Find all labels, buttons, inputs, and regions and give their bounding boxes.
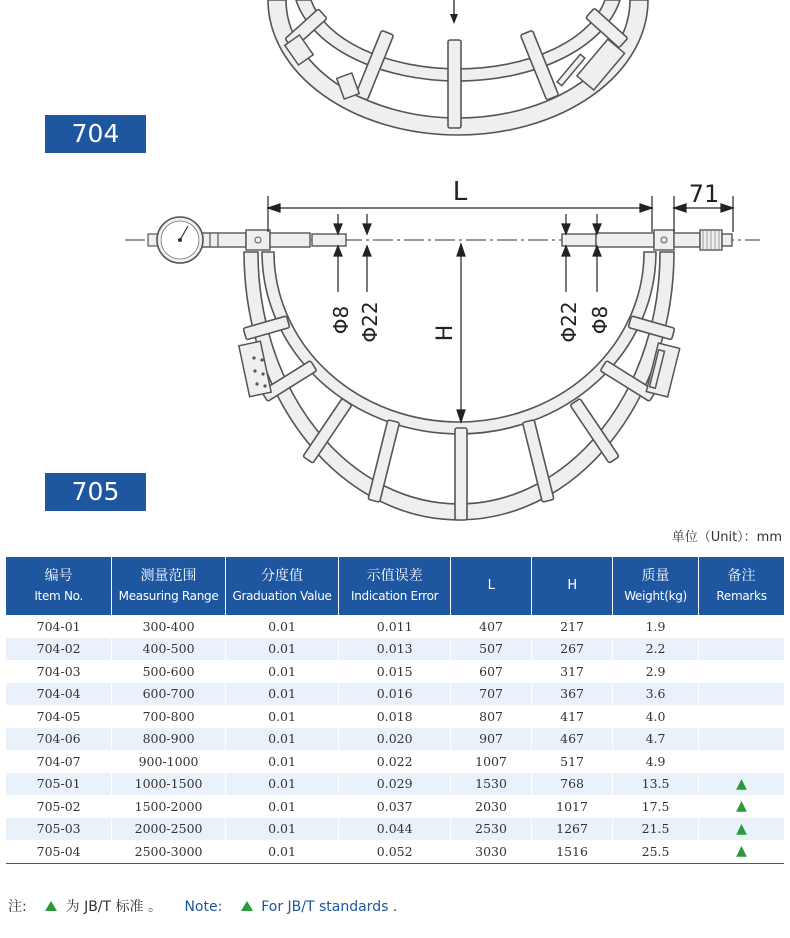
column-header-en: L [487, 578, 495, 593]
spec-table [6, 557, 784, 864]
table-cell: 2000-2500 [112, 818, 226, 841]
table-cell: 705-03 [6, 818, 112, 841]
column-header-zh: 分度值 [261, 568, 304, 584]
table-cell: 0.015 [339, 660, 451, 683]
footnote-en: For JB/T standards . [261, 899, 398, 915]
jbt-standard-triangle-icon: ▲ [736, 798, 747, 815]
table-cell: 4.0 [613, 705, 699, 728]
table-cell: 0.01 [225, 728, 338, 751]
table-cell: 0.01 [225, 773, 338, 796]
table-row [6, 660, 784, 683]
table-cell: 1516 [532, 840, 613, 863]
table-cell: 0.044 [339, 818, 451, 841]
table-cell: 807 [451, 705, 532, 728]
dimension-H-label: H [433, 324, 458, 342]
table-cell: 707 [451, 683, 532, 706]
table-cell: 1500-2000 [112, 795, 226, 818]
table-row [6, 638, 784, 661]
column-header-en: H [567, 578, 577, 593]
table-cell [699, 638, 784, 661]
table-cell: 2.2 [613, 638, 699, 661]
unit-note: 单位（Unit）：mm [671, 530, 782, 545]
column-header-en: Remarks [716, 589, 767, 603]
triangle-icon [45, 901, 57, 911]
column-header-en: Item No. [34, 589, 83, 603]
table-cell: 25.5 [613, 840, 699, 863]
table-cell: 1017 [532, 795, 613, 818]
column-header-zh: 示值误差 [366, 568, 423, 584]
table-cell: 2030 [451, 795, 532, 818]
table-cell: 768 [532, 773, 613, 796]
table-cell: 704-07 [6, 750, 112, 773]
triangle-icon [241, 901, 253, 911]
table-cell [699, 818, 784, 841]
table-cell: 600-700 [112, 683, 226, 706]
frame-diagram-705 [0, 160, 790, 525]
table-cell: 0.01 [225, 750, 338, 773]
column-header-zh: 测量范围 [140, 568, 197, 584]
table-cell: 2530 [451, 818, 532, 841]
dimension-71-label: 71 [688, 180, 720, 208]
dimension-L-label: L [452, 177, 468, 207]
table-cell [699, 615, 784, 638]
table-cell: 1267 [532, 818, 613, 841]
table-cell: 0.01 [225, 840, 338, 863]
column-header-en: Measuring Range [118, 589, 219, 603]
table-row [6, 818, 784, 841]
table-cell [699, 683, 784, 706]
table-cell: 17.5 [613, 795, 699, 818]
model-label-705: 705 [45, 473, 146, 511]
table-row [6, 728, 784, 751]
table-cell: 0.01 [225, 615, 338, 638]
table-cell [699, 728, 784, 751]
table-cell: 0.01 [225, 638, 338, 661]
table-cell: 704-03 [6, 660, 112, 683]
table-cell: 705-02 [6, 795, 112, 818]
column-header-zh: 编号 [44, 568, 73, 584]
model-label-704: 704 [45, 115, 146, 153]
phi22-left-label: Φ22 [358, 301, 382, 343]
column-header [532, 557, 613, 615]
table-cell: 0.029 [339, 773, 451, 796]
table-cell: 267 [532, 638, 613, 661]
phi8-right-label: Φ8 [588, 305, 612, 335]
column-header-zh: 备注 [727, 568, 756, 584]
table-cell: 0.01 [225, 660, 338, 683]
table-row [6, 683, 784, 706]
footnote-zh: 为 JB/T 标准 。 [65, 899, 162, 915]
table-cell: 0.01 [225, 795, 338, 818]
table-cell: 704-02 [6, 638, 112, 661]
footnote [8, 896, 397, 916]
column-header-en: Weight(kg) [624, 589, 687, 603]
table-cell [699, 750, 784, 773]
table-cell: 705-01 [6, 773, 112, 796]
table-cell: 407 [451, 615, 532, 638]
table-cell: 417 [532, 705, 613, 728]
table-cell: 400-500 [112, 638, 226, 661]
table-cell: 0.020 [339, 728, 451, 751]
table-cell: 3030 [451, 840, 532, 863]
jbt-standard-triangle-icon: ▲ [736, 820, 747, 837]
table-cell: 704-05 [6, 705, 112, 728]
table-cell: 300-400 [112, 615, 226, 638]
table-cell: 13.5 [613, 773, 699, 796]
table-cell: 704-01 [6, 615, 112, 638]
table-cell: 0.052 [339, 840, 451, 863]
table-cell: 704-04 [6, 683, 112, 706]
table-cell: 0.011 [339, 615, 451, 638]
table-cell: 0.022 [339, 750, 451, 773]
column-header-en: Indication Error [351, 589, 439, 603]
table-cell [699, 705, 784, 728]
table-cell: 700-800 [112, 705, 226, 728]
table-row [6, 705, 784, 728]
table-cell [699, 795, 784, 818]
table-header-row [6, 557, 784, 615]
table-cell: 4.7 [613, 728, 699, 751]
table-cell: 0.01 [225, 818, 338, 841]
table-row [6, 773, 784, 796]
table-cell: 4.9 [613, 750, 699, 773]
table-cell: 0.018 [339, 705, 451, 728]
table-row [6, 615, 784, 638]
table-cell: 1007 [451, 750, 532, 773]
table-cell: 0.013 [339, 638, 451, 661]
table-row [6, 795, 784, 818]
footnote-prefix: 注: [8, 899, 27, 915]
column-header [6, 557, 112, 615]
table-cell: 607 [451, 660, 532, 683]
table-cell: 705-04 [6, 840, 112, 863]
phi22-right-label: Φ22 [557, 301, 581, 343]
table-cell: 467 [532, 728, 613, 751]
column-header [112, 557, 226, 615]
table-row [6, 750, 784, 773]
table-cell: 1.9 [613, 615, 699, 638]
table-cell: 517 [532, 750, 613, 773]
column-header [613, 557, 699, 615]
table-cell: 367 [532, 683, 613, 706]
table-cell [699, 773, 784, 796]
jbt-standard-triangle-icon: ▲ [736, 843, 747, 860]
table-cell: 0.01 [225, 683, 338, 706]
column-header [699, 557, 784, 615]
table-body [6, 615, 784, 863]
phi8-left-label: Φ8 [329, 305, 353, 335]
column-header [451, 557, 532, 615]
table-cell: 704-06 [6, 728, 112, 751]
table-cell: 0.01 [225, 705, 338, 728]
table-cell: 507 [451, 638, 532, 661]
table-cell: 0.037 [339, 795, 451, 818]
table-cell: 2500-3000 [112, 840, 226, 863]
column-header [225, 557, 338, 615]
column-header [339, 557, 451, 615]
table-cell: 1000-1500 [112, 773, 226, 796]
table-cell: 21.5 [613, 818, 699, 841]
table-cell: 500-600 [112, 660, 226, 683]
table-row [6, 840, 784, 863]
table-cell: 217 [532, 615, 613, 638]
table-cell: 317 [532, 660, 613, 683]
table-cell [699, 840, 784, 863]
column-header-en: Graduation Value [232, 589, 332, 603]
table-cell: 907 [451, 728, 532, 751]
table-cell [699, 660, 784, 683]
table-cell: 3.6 [613, 683, 699, 706]
jbt-standard-triangle-icon: ▲ [736, 775, 747, 792]
table-cell: 800-900 [112, 728, 226, 751]
table-cell: 1530 [451, 773, 532, 796]
table-cell: 2.9 [613, 660, 699, 683]
footnote-note-label: Note: [184, 899, 223, 915]
column-header-zh: 质量 [641, 568, 670, 584]
table-cell: 900-1000 [112, 750, 226, 773]
table-cell: 0.016 [339, 683, 451, 706]
